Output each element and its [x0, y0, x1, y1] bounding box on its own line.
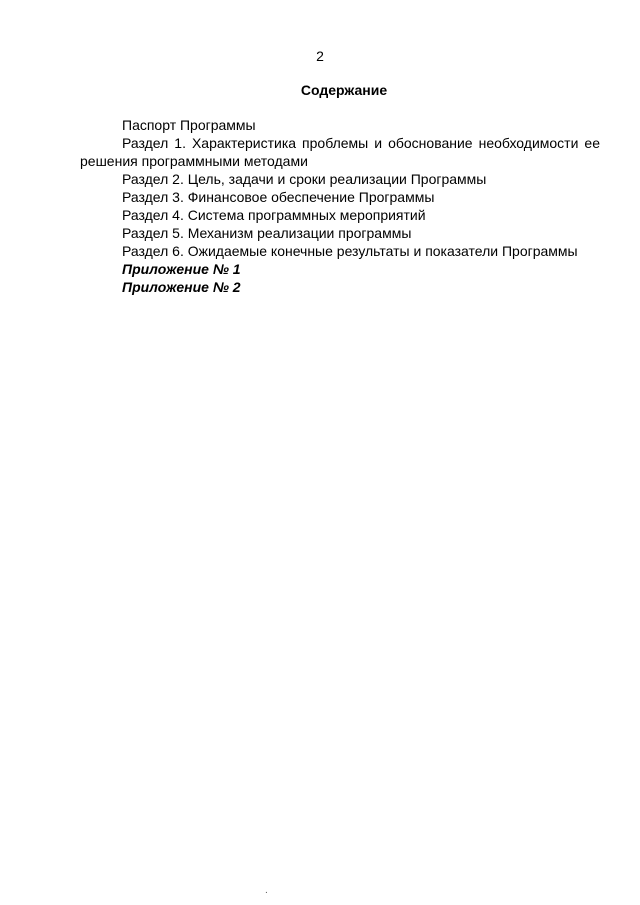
page-number: 2 [316, 48, 324, 64]
footer-mark: . [265, 885, 268, 896]
toc-title: Содержание [300, 82, 388, 98]
toc-item-passport: Паспорт Программы [122, 117, 256, 133]
toc-item-section-4: Раздел 4. Система программных мероприятий [122, 207, 426, 223]
toc-item-section-6: Раздел 6. Ожидаемые конечные результаты и показатели Программы [122, 243, 578, 259]
toc-item-section-2: Раздел 2. Цель, задачи и сроки реализации Программы [122, 171, 487, 187]
toc-item-section-3: Раздел 3. Финансовое обеспечение Программы [122, 189, 435, 205]
toc-item-section-5: Раздел 5. Механизм реализации программы [122, 225, 412, 241]
toc-item-appendix-1: Приложение № 1 [122, 261, 241, 277]
toc-item-appendix-2: Приложение № 2 [122, 279, 241, 295]
toc-item-section-1: Раздел 1. Характеристика проблемы и обоснование необходимости ее решения программными методами [80, 135, 600, 169]
table-of-contents [80, 116, 600, 296]
